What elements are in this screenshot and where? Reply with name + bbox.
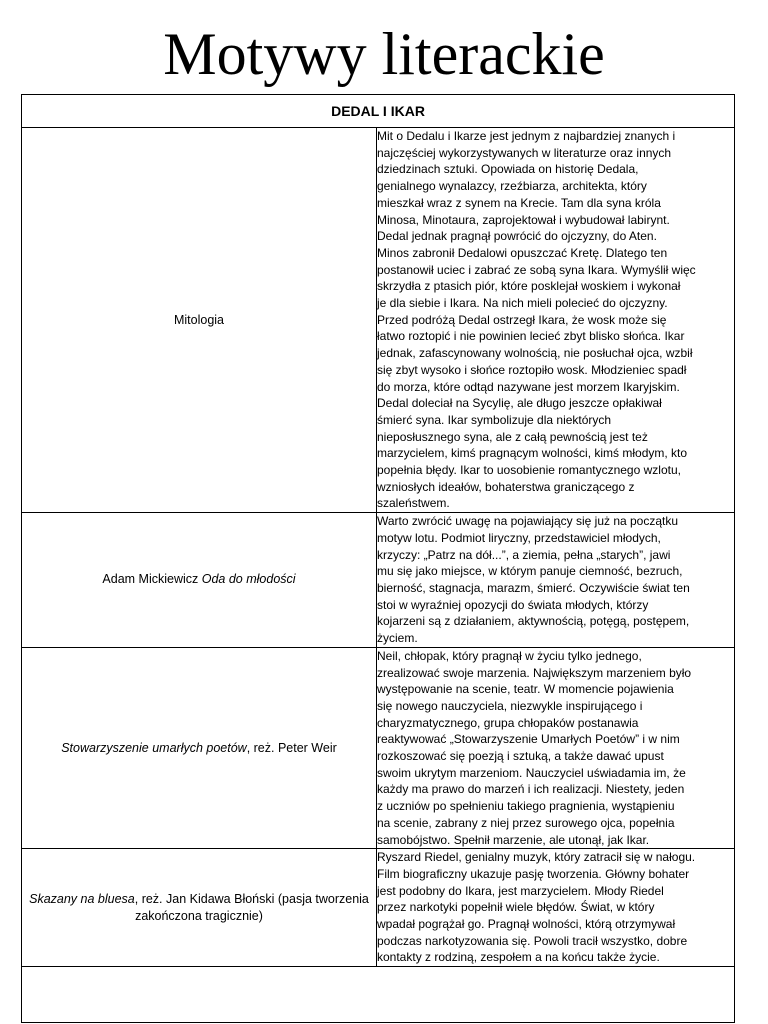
description-line: mieszkał wraz z synem na Krecie. Tam dla syna króla [377, 195, 661, 210]
description-line: bierność, stagnacja, marazm, śmierć. Oczywiście świat ten [377, 580, 690, 595]
description-line: najczęściej wykorzystywanych w literaturze oraz innych [377, 145, 672, 160]
description-line: się nowego nauczyciela, niezwykle inspirującego i [377, 698, 643, 713]
source-cell [22, 849, 377, 967]
description-line: Minos zabronił Dedalowi opuszczać Kretę. Dlatego ten [377, 245, 668, 260]
description-line: genialnego wynalazcy, rzeźbiarza, architekta, który [377, 179, 647, 194]
description-line: Dedal doleciał na Sycylię, ale długo jeszcze opłakiwał [377, 396, 662, 411]
description-line: charyzmatycznego, grupa chłopaków postanawia [377, 715, 639, 730]
description-line: kojarzeni są z działaniem, aktywnością, potęgą, postępem, [377, 614, 690, 629]
description-line: popełnia błędy. Ikar to uosobienie romantycznego wzlotu, [377, 463, 681, 478]
description-cell [377, 513, 735, 648]
description-line: wpadał pogrążał go. Pragnął wolności, którą otrzymywał [377, 917, 676, 932]
description-line: występowanie na scenie, teatr. W momencie pojawienia [377, 682, 674, 697]
description-line: Ryszard Riedel, genialny muzyk, który zatracił się w nałogu. [377, 850, 696, 865]
description-line: jednak, zafascynowany wolnością, nie posłuchał ojca, wzbił [377, 346, 693, 361]
description-line: Przed podróżą Dedal ostrzegł Ikara, że wosk może się [377, 312, 667, 327]
description-line: każdy ma prawo do marzeń i ich realizacji. Niestety, jeden [377, 782, 685, 797]
description-line: Minosa, Minotaura, zaprojektował i wybudował labirynt. [377, 212, 670, 227]
description-line: przez narkotyki popełnił wiele błędów. Świat, w który [377, 900, 655, 915]
source-cell [22, 513, 377, 648]
description-line: rozkoszować się poezją i sztuką, a także dawać upust [377, 749, 664, 764]
description-line: Film biograficzny ukazuje pasję tworzenia. Główny bohater [377, 866, 690, 881]
empty-row [22, 967, 735, 1023]
empty-cell [22, 967, 735, 1023]
table-row [22, 513, 735, 648]
source-cell [22, 647, 377, 848]
description-line: Neil, chłopak, który pragnął w życiu tylko jednego, [377, 648, 642, 663]
description-line: swoim ukrytym marzeniom. Nauczyciel uświadamia im, że [377, 765, 686, 780]
source-text: , reż. Peter Weir [246, 740, 337, 755]
description-line: marzycielem, kimś pragnącym wolności, kimś młodym, kto [377, 446, 688, 461]
description-line: śmierć syna. Ikar symbolizuje dla niektórych [377, 412, 612, 427]
description-line: reaktywować „Stowarzyszenie Umarłych Poetów” i w nim [377, 732, 680, 747]
description-line: mu się jako miejsce, w którym panuje ciemność, bezruch, [377, 564, 683, 579]
description-line: łatwo roztopić i nie powinien lecieć zbyt blisko słońca. Ikar [377, 329, 685, 344]
source-text: , reż. Jan Kidawa Błoński (pasja tworzenia zakończona tragicznie) [134, 891, 369, 923]
description-line: krzyczy: „Patrz na dół...”, a ziemia, pełna „starych”, jawi [377, 547, 671, 562]
description-line: nieposłusznego syna, ale z całą pewnością jest też [377, 429, 648, 444]
description-line: życiem. [377, 631, 418, 646]
description-cell [377, 849, 735, 967]
table-row [22, 128, 735, 513]
description-line: z uczniów po spełnieniu takiego pragnienia, wystąpieniu [377, 799, 675, 814]
page-title: Motywy literackie [163, 21, 605, 87]
description-line: się zbyt wysoko i słońce roztopiło wosk. Młodzieniec spadł [377, 362, 687, 377]
description-line: do morza, które odtąd nazywane jest morzem Ikaryjskim. [377, 379, 680, 394]
source-title: Stowarzyszenie umarłych poetów [61, 740, 247, 755]
source-title: Oda do młodości [201, 572, 296, 587]
source-text: Mitologia [173, 312, 225, 327]
table-header: DEDAL I IKAR [22, 95, 735, 128]
description-line: Warto zwrócić uwagę na pojawiający się już na początku [377, 514, 679, 529]
table-row [22, 647, 735, 848]
description-line: Dedal jednak pragnął powrócić do ojczyzny, do Aten. [377, 229, 657, 244]
description-cell [377, 128, 735, 513]
table-row [22, 849, 735, 967]
description-line: wzniosłych ideałów, bohaterstwa graniczącego z [377, 479, 635, 494]
source-title: Skazany na bluesa [29, 891, 135, 906]
description-line: Mit o Dedalu i Ikarze jest jednym z najbardziej znanych i [377, 129, 676, 143]
description-line: postanowił uciec i zabrać ze sobą syna Ikara. Wymyślił więc [377, 262, 696, 277]
description-line: kontakty z rodziną, zespołem a na końcu także życie. [377, 950, 660, 965]
source-cell [22, 128, 377, 513]
description-line: je dla siebie i Ikara. Na nich mieli polecieć do ojczyzny. [377, 296, 668, 311]
description-line: podczas narkotyzowania się. Powoli tracił wszystko, dobre [377, 933, 688, 948]
description-line: na scenie, zabrany z niej przez surowego ojca, popełnia [377, 815, 675, 830]
description-line: skrzydła z ptasich piór, które posklejał woskiem i wykonał [377, 279, 681, 294]
description-line: zrealizować swoje marzenia. Największym marzeniem było [377, 665, 692, 680]
description-line: szaleństwem. [377, 496, 450, 511]
source-text: Adam Mickiewicz [102, 572, 202, 587]
description-line: jest podobny do Ikara, jest marzycielem. Młody Riedel [377, 883, 664, 898]
motifs-table [21, 94, 735, 1023]
description-line: samobójstwo. Spełnił marzenie, ale utonął, jak Ikar. [377, 832, 650, 847]
description-cell [377, 647, 735, 848]
description-line: motyw lotu. Podmiot liryczny, przedstawiciel młodych, [377, 530, 661, 545]
description-line: dziedzinach sztuki. Opowiada on historię Dedala, [377, 162, 639, 177]
description-line: stoi w wyraźniej opozycji do świata młodych, którzy [377, 597, 649, 612]
